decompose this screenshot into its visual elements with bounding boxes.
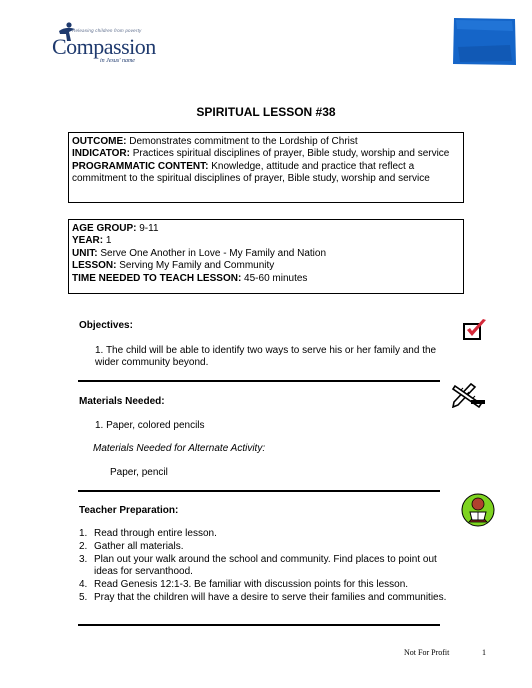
page-number: 1 (482, 648, 486, 657)
lesson-info-box (68, 219, 464, 294)
pencil-ruler-icon (451, 380, 487, 408)
outcome-box (68, 132, 464, 203)
logo-wordmark: Compassion (52, 34, 156, 59)
prep-item-text: Pray that the children will have a desire to serve their families and communities. (94, 592, 447, 603)
section-divider (78, 624, 440, 626)
checkbox-check-icon (462, 318, 488, 342)
prep-item (79, 592, 449, 604)
prep-item-text: Read Genesis 12:1-3. Be familiar with discussion points for this lesson. (94, 579, 409, 590)
year-value: 1 (103, 235, 112, 247)
age-value: 9-11 (136, 223, 159, 234)
prep-title: Teacher Preparation: (79, 505, 179, 516)
time-value: 45-60 minutes (241, 272, 308, 284)
teacher-reading-icon (460, 492, 496, 528)
indicator-text: Practices spiritual disciplines of prayer, Bible study, worship and service (129, 148, 450, 160)
lesson-title: SPIRITUAL LESSON #38 (196, 105, 336, 119)
section-divider (78, 490, 440, 492)
year-label: YEAR: (72, 235, 104, 247)
materials-item: 1. Paper, colored pencils (95, 420, 205, 431)
lesson-label: LESSON: (72, 260, 117, 272)
prep-item-number: 1. (79, 528, 88, 539)
time-label: TIME NEEDED TO TEACH LESSON: (72, 272, 242, 284)
indicator-label: INDICATOR: (72, 148, 130, 160)
content-label: PROGRAMMATIC CONTENT: (72, 160, 209, 172)
prep-item-text: Plan out your walk around the school and community. Find places to point out ideas for servanthood. (94, 554, 437, 577)
prep-item (79, 528, 449, 540)
unit-label: UNIT: (72, 247, 98, 259)
prep-item-number: 4. (79, 579, 88, 590)
lesson-value: Serving My Family and Community (116, 260, 275, 272)
prep-item (79, 554, 449, 578)
alt-materials-item: Paper, pencil (110, 467, 168, 478)
outcome-text: Demonstrates commitment to the Lordship of Christ (126, 136, 358, 147)
logo-subtitle: in Jesus' name (100, 58, 135, 64)
logo-tagline: Releasing children from poverty (72, 28, 142, 33)
prep-item-number: 3. (79, 554, 88, 565)
outcome-label: OUTCOME: (72, 136, 127, 147)
prep-list (79, 528, 449, 605)
age-label: AGE GROUP: (72, 223, 137, 234)
unit-value: Serve One Another in Love - My Family and Nation (97, 247, 327, 259)
alt-materials-label: Materials Needed for Alternate Activity: (93, 443, 266, 454)
blue-paint-block (452, 17, 516, 66)
objectives-item: 1. The child will be able to identify two ways to serve his or her family and the wider community beyond. (95, 345, 437, 368)
section-divider (78, 380, 440, 382)
prep-item (79, 579, 449, 591)
prep-item-number: 5. (79, 592, 88, 603)
compassion-logo (52, 22, 162, 66)
prep-item-text: Gather all materials. (94, 541, 184, 552)
materials-title: Materials Needed: (79, 396, 165, 407)
objectives-title: Objectives: (79, 320, 133, 331)
content-text: Knowledge, attitude and practice that reflect a commitment to the spiritual disciplines of prayer, Bible study, worship and service (72, 160, 430, 185)
footer-label: Not For Profit (404, 648, 450, 657)
prep-item (79, 541, 449, 553)
prep-item-number: 2. (79, 541, 88, 552)
prep-item-text: Read through entire lesson. (94, 528, 217, 539)
